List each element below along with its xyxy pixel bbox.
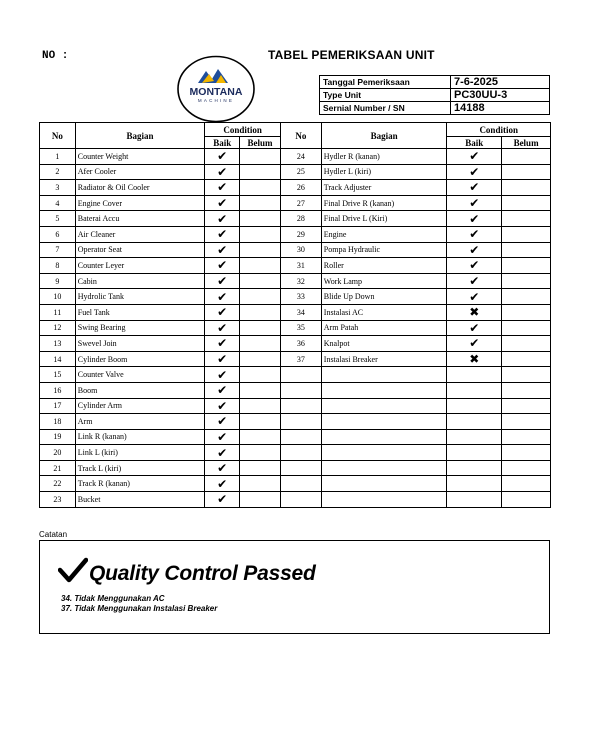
table-row bbox=[281, 320, 551, 336]
cell-bagian: Arm bbox=[75, 414, 205, 430]
cell-no bbox=[281, 398, 322, 414]
cell-no: 25 bbox=[281, 164, 322, 180]
table-row bbox=[40, 320, 281, 336]
cell-bagian: Link L (kiri) bbox=[75, 445, 205, 461]
cell-no: 13 bbox=[40, 336, 76, 352]
cell-belum bbox=[502, 429, 551, 445]
cell-belum bbox=[502, 320, 551, 336]
cell-belum bbox=[502, 180, 551, 196]
cell-bagian: Counter Leyer bbox=[75, 258, 205, 274]
table-row bbox=[40, 336, 281, 352]
col-belum-header: Belum bbox=[240, 137, 281, 149]
cell-baik: ✔ bbox=[205, 414, 240, 430]
col-bagian-header: Bagian bbox=[75, 123, 205, 149]
cell-no: 24 bbox=[281, 149, 322, 165]
table-row bbox=[40, 258, 281, 274]
cell-baik: ✔ bbox=[205, 445, 240, 461]
cell-bagian: Hydler R (kanan) bbox=[321, 149, 447, 165]
table-row bbox=[40, 367, 281, 383]
cell-belum bbox=[502, 367, 551, 383]
cell-bagian: Engine bbox=[321, 226, 447, 242]
cell-belum bbox=[502, 149, 551, 165]
cell-no: 9 bbox=[40, 273, 76, 289]
cell-no bbox=[281, 382, 322, 398]
cell-bagian: Track Adjuster bbox=[321, 180, 447, 196]
cell-belum bbox=[240, 414, 281, 430]
cell-bagian: Afer Cooler bbox=[75, 164, 205, 180]
cell-no: 1 bbox=[40, 149, 76, 165]
table-row bbox=[40, 492, 281, 508]
check-mark-icon bbox=[58, 557, 88, 583]
montana-logo bbox=[176, 55, 256, 123]
cell-belum bbox=[240, 289, 281, 305]
cell-baik: ✔ bbox=[205, 273, 240, 289]
table-row bbox=[40, 273, 281, 289]
table-row bbox=[40, 414, 281, 430]
cell-belum bbox=[502, 273, 551, 289]
table-row bbox=[40, 429, 281, 445]
cell-no: 33 bbox=[281, 289, 322, 305]
cell-no bbox=[281, 367, 322, 383]
info-row-type bbox=[320, 89, 550, 102]
cell-no: 23 bbox=[40, 492, 76, 508]
cell-belum bbox=[502, 195, 551, 211]
cell-baik: ✔ bbox=[447, 164, 502, 180]
cell-baik: ✔ bbox=[205, 476, 240, 492]
cell-no: 4 bbox=[40, 195, 76, 211]
note-item: 37. Tidak Menggunakan Instalasi Breaker bbox=[61, 604, 218, 613]
cell-baik: ✔ bbox=[205, 336, 240, 352]
cell-no: 17 bbox=[40, 398, 76, 414]
cell-baik: ✔ bbox=[205, 398, 240, 414]
cell-baik: ✖ bbox=[447, 304, 502, 320]
cell-baik: ✔ bbox=[447, 289, 502, 305]
cell-no bbox=[281, 445, 322, 461]
cell-bagian bbox=[321, 398, 447, 414]
cell-bagian: Swing Bearing bbox=[75, 320, 205, 336]
cell-belum bbox=[240, 336, 281, 352]
table-row bbox=[40, 460, 281, 476]
cell-baik bbox=[447, 492, 502, 508]
cell-belum bbox=[502, 351, 551, 367]
cell-belum bbox=[240, 445, 281, 461]
cell-bagian: Bucket bbox=[75, 492, 205, 508]
cell-belum bbox=[240, 211, 281, 227]
cell-baik: ✔ bbox=[205, 180, 240, 196]
cell-baik bbox=[447, 445, 502, 461]
cell-bagian: Fuel Tank bbox=[75, 304, 205, 320]
cell-no: 2 bbox=[40, 164, 76, 180]
table-row bbox=[281, 445, 551, 461]
table-row bbox=[281, 195, 551, 211]
table-row bbox=[281, 382, 551, 398]
cell-no: 18 bbox=[40, 414, 76, 430]
cell-no: 8 bbox=[40, 258, 76, 274]
table-row bbox=[281, 242, 551, 258]
cell-baik: ✔ bbox=[205, 242, 240, 258]
cell-belum bbox=[240, 195, 281, 211]
cell-bagian bbox=[321, 445, 447, 461]
cell-bagian: Instalasi AC bbox=[321, 304, 447, 320]
cell-no bbox=[281, 414, 322, 430]
cell-baik: ✔ bbox=[447, 149, 502, 165]
cell-no: 20 bbox=[40, 445, 76, 461]
cell-baik: ✔ bbox=[205, 289, 240, 305]
cell-baik bbox=[447, 476, 502, 492]
cell-baik bbox=[447, 367, 502, 383]
cell-baik: ✔ bbox=[447, 242, 502, 258]
cell-baik: ✔ bbox=[205, 258, 240, 274]
cell-bagian: Boom bbox=[75, 382, 205, 398]
cell-baik: ✔ bbox=[205, 226, 240, 242]
cell-baik: ✔ bbox=[205, 429, 240, 445]
table-row bbox=[40, 351, 281, 367]
cell-baik: ✔ bbox=[447, 320, 502, 336]
cell-baik: ✔ bbox=[205, 382, 240, 398]
cell-bagian: Instalasi Breaker bbox=[321, 351, 447, 367]
cell-baik: ✔ bbox=[205, 149, 240, 165]
cell-no: 27 bbox=[281, 195, 322, 211]
cell-belum bbox=[502, 445, 551, 461]
cell-no: 11 bbox=[40, 304, 76, 320]
inspection-table-left bbox=[39, 122, 281, 508]
table-row bbox=[281, 180, 551, 196]
document-number-label: NO : bbox=[42, 50, 69, 62]
cell-belum bbox=[240, 492, 281, 508]
cell-no: 16 bbox=[40, 382, 76, 398]
cell-no: 22 bbox=[40, 476, 76, 492]
cell-no: 12 bbox=[40, 320, 76, 336]
cell-bagian: Pompa Hydraulic bbox=[321, 242, 447, 258]
cell-bagian bbox=[321, 460, 447, 476]
cell-belum bbox=[240, 258, 281, 274]
table-row bbox=[281, 367, 551, 383]
cell-belum bbox=[502, 414, 551, 430]
cell-no: 36 bbox=[281, 336, 322, 352]
table-row bbox=[40, 398, 281, 414]
col-belum-header: Belum bbox=[502, 137, 551, 149]
cell-no bbox=[281, 429, 322, 445]
cell-bagian bbox=[321, 492, 447, 508]
cell-belum bbox=[240, 273, 281, 289]
cell-bagian: Link R (kanan) bbox=[75, 429, 205, 445]
table-row bbox=[281, 164, 551, 180]
cell-no bbox=[281, 492, 322, 508]
table-row bbox=[281, 211, 551, 227]
cell-no: 26 bbox=[281, 180, 322, 196]
cell-bagian bbox=[321, 367, 447, 383]
cell-belum bbox=[240, 180, 281, 196]
table-row bbox=[40, 289, 281, 305]
cell-belum bbox=[502, 211, 551, 227]
info-row-date bbox=[320, 76, 550, 89]
cell-bagian: Counter Weight bbox=[75, 149, 205, 165]
cell-bagian bbox=[321, 382, 447, 398]
logo-wordmark: MONTANA bbox=[189, 86, 243, 98]
cell-bagian: Swevel Join bbox=[75, 336, 205, 352]
cell-no bbox=[281, 476, 322, 492]
cell-belum bbox=[240, 460, 281, 476]
cell-bagian bbox=[321, 429, 447, 445]
cell-baik: ✔ bbox=[205, 304, 240, 320]
cell-baik: ✔ bbox=[205, 195, 240, 211]
cell-bagian: Operator Seat bbox=[75, 242, 205, 258]
table-row bbox=[281, 273, 551, 289]
inspection-table-right bbox=[280, 122, 551, 508]
cell-baik: ✖ bbox=[447, 351, 502, 367]
cell-bagian: Cylinder Arm bbox=[75, 398, 205, 414]
cell-belum bbox=[502, 398, 551, 414]
qc-passed-text: Quality Control Passed bbox=[89, 562, 316, 585]
cell-no: 28 bbox=[281, 211, 322, 227]
cell-bagian: Blide Up Down bbox=[321, 289, 447, 305]
cell-belum bbox=[240, 320, 281, 336]
cell-no: 37 bbox=[281, 351, 322, 367]
cell-belum bbox=[502, 242, 551, 258]
table-row bbox=[281, 398, 551, 414]
table-row bbox=[40, 195, 281, 211]
cell-no: 31 bbox=[281, 258, 322, 274]
cell-baik: ✔ bbox=[205, 211, 240, 227]
table-row bbox=[281, 414, 551, 430]
cell-bagian: Hydler L (kiri) bbox=[321, 164, 447, 180]
cell-no: 32 bbox=[281, 273, 322, 289]
table-row bbox=[40, 164, 281, 180]
cell-belum bbox=[502, 492, 551, 508]
cell-no: 5 bbox=[40, 211, 76, 227]
cell-no: 19 bbox=[40, 429, 76, 445]
col-condition-header: Condition bbox=[447, 123, 551, 137]
cell-bagian: Cylinder Boom bbox=[75, 351, 205, 367]
cell-belum bbox=[240, 382, 281, 398]
table-row bbox=[40, 382, 281, 398]
page-title: TABEL PEMERIKSAAN UNIT bbox=[268, 48, 435, 62]
cell-baik: ✔ bbox=[205, 351, 240, 367]
cell-baik: ✔ bbox=[447, 195, 502, 211]
cell-no: 29 bbox=[281, 226, 322, 242]
cell-baik: ✔ bbox=[205, 460, 240, 476]
table-row bbox=[281, 429, 551, 445]
cell-baik: ✔ bbox=[205, 367, 240, 383]
cell-baik: ✔ bbox=[205, 164, 240, 180]
cell-bagian: Engine Cover bbox=[75, 195, 205, 211]
cell-bagian bbox=[321, 476, 447, 492]
col-no-header: No bbox=[40, 123, 76, 149]
cell-bagian: Track L (kiri) bbox=[75, 460, 205, 476]
cell-belum bbox=[240, 351, 281, 367]
cell-bagian: Arm Patah bbox=[321, 320, 447, 336]
cell-baik bbox=[447, 460, 502, 476]
table-row bbox=[281, 460, 551, 476]
cell-belum bbox=[502, 258, 551, 274]
table-row bbox=[40, 180, 281, 196]
info-label: Type Unit bbox=[320, 89, 451, 102]
cell-bagian: Baterai Accu bbox=[75, 211, 205, 227]
cell-bagian: Hydrolic Tank bbox=[75, 289, 205, 305]
table-row bbox=[281, 226, 551, 242]
cell-no: 14 bbox=[40, 351, 76, 367]
cell-no: 10 bbox=[40, 289, 76, 305]
cell-baik bbox=[447, 414, 502, 430]
cell-belum bbox=[240, 429, 281, 445]
cell-bagian: Cabin bbox=[75, 273, 205, 289]
cell-baik: ✔ bbox=[447, 336, 502, 352]
notes-label: Catatan bbox=[39, 530, 68, 539]
cell-belum bbox=[240, 164, 281, 180]
cell-belum bbox=[502, 304, 551, 320]
cell-no: 7 bbox=[40, 242, 76, 258]
col-bagian-header: Bagian bbox=[321, 123, 447, 149]
cell-belum bbox=[240, 367, 281, 383]
cell-bagian: Radiator & Oil Cooler bbox=[75, 180, 205, 196]
table-row bbox=[281, 476, 551, 492]
cell-belum bbox=[502, 289, 551, 305]
cell-no: 3 bbox=[40, 180, 76, 196]
cell-belum bbox=[240, 226, 281, 242]
unit-info-table bbox=[319, 75, 550, 115]
cell-belum bbox=[240, 304, 281, 320]
cell-belum bbox=[502, 164, 551, 180]
cell-bagian: Roller bbox=[321, 258, 447, 274]
cell-baik: ✔ bbox=[205, 492, 240, 508]
cell-no: 6 bbox=[40, 226, 76, 242]
cell-belum bbox=[502, 476, 551, 492]
info-value: 7-6-2025 bbox=[451, 76, 550, 89]
cell-baik: ✔ bbox=[447, 258, 502, 274]
info-value: PC30UU-3 bbox=[451, 89, 550, 102]
cell-bagian: Work Lamp bbox=[321, 273, 447, 289]
cell-baik: ✔ bbox=[447, 226, 502, 242]
info-row-serial bbox=[320, 102, 550, 115]
cell-bagian: Knalpot bbox=[321, 336, 447, 352]
cell-baik bbox=[447, 382, 502, 398]
table-row bbox=[40, 149, 281, 165]
cell-belum bbox=[502, 336, 551, 352]
table-row bbox=[281, 492, 551, 508]
table-row bbox=[40, 476, 281, 492]
cell-bagian: Final Drive L (Kiri) bbox=[321, 211, 447, 227]
col-baik-header: Baik bbox=[205, 137, 240, 149]
cell-bagian: Counter Valve bbox=[75, 367, 205, 383]
cell-belum bbox=[502, 226, 551, 242]
cell-no: 34 bbox=[281, 304, 322, 320]
cell-no: 35 bbox=[281, 320, 322, 336]
table-row bbox=[281, 289, 551, 305]
cell-belum bbox=[240, 476, 281, 492]
notes-box bbox=[39, 540, 550, 634]
col-baik-header: Baik bbox=[447, 137, 502, 149]
cell-bagian: Track R (kanan) bbox=[75, 476, 205, 492]
info-label: Sernial Number / SN bbox=[320, 102, 451, 115]
table-row bbox=[40, 242, 281, 258]
cell-baik: ✔ bbox=[205, 320, 240, 336]
cell-no: 30 bbox=[281, 242, 322, 258]
logo-subtitle: MACHINE bbox=[197, 98, 235, 103]
info-label: Tanggal Pemeriksaan bbox=[320, 76, 451, 89]
cell-no: 21 bbox=[40, 460, 76, 476]
cell-baik bbox=[447, 429, 502, 445]
cell-bagian: Final Drive R (kanan) bbox=[321, 195, 447, 211]
table-row bbox=[40, 226, 281, 242]
cell-no bbox=[281, 460, 322, 476]
cell-baik: ✔ bbox=[447, 211, 502, 227]
cell-belum bbox=[502, 460, 551, 476]
table-row bbox=[40, 304, 281, 320]
table-row bbox=[281, 149, 551, 165]
table-row bbox=[281, 258, 551, 274]
cell-baik bbox=[447, 398, 502, 414]
col-condition-header: Condition bbox=[205, 123, 281, 137]
cell-baik: ✔ bbox=[447, 273, 502, 289]
table-row bbox=[40, 211, 281, 227]
cell-no: 15 bbox=[40, 367, 76, 383]
table-row bbox=[40, 445, 281, 461]
col-no-header: No bbox=[281, 123, 322, 149]
cell-belum bbox=[240, 149, 281, 165]
cell-baik: ✔ bbox=[447, 180, 502, 196]
info-value: 14188 bbox=[451, 102, 550, 115]
cell-belum bbox=[240, 242, 281, 258]
cell-belum bbox=[240, 398, 281, 414]
table-row bbox=[281, 351, 551, 367]
cell-belum bbox=[502, 382, 551, 398]
cell-bagian bbox=[321, 414, 447, 430]
table-row bbox=[281, 304, 551, 320]
table-row bbox=[281, 336, 551, 352]
note-item: 34. Tidak Menggunakan AC bbox=[61, 594, 165, 603]
cell-bagian: Air Cleaner bbox=[75, 226, 205, 242]
